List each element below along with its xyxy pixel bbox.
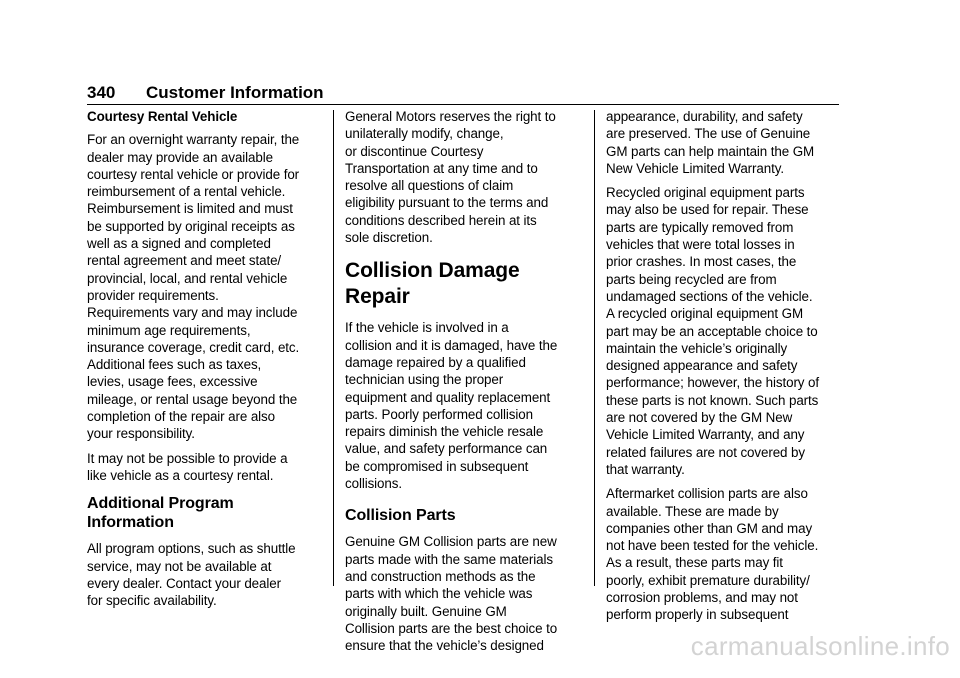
heading-collision-parts: Collision Parts bbox=[345, 507, 456, 525]
paragraph: appearance, durability, and safety are preserved. The use of Genuine GM parts can help maintain the GM New Vehicle Limited Warranty. bbox=[606, 109, 815, 176]
page-header bbox=[87, 82, 839, 104]
paragraph: If the vehicle is involved in a collision and it is damaged, have the damage repaired by a qualified technician using the proper equipment and quality replacement parts. Poorly performed collision repairs diminish the vehicle resale value, and safety performance can be compromised in subsequent collisions. bbox=[345, 320, 558, 492]
column-3 bbox=[606, 108, 842, 631]
heading-courtesy-rental-vehicle: Courtesy Rental Vehicle bbox=[87, 109, 238, 124]
paragraph: Genuine GM Collision parts are new parts made with the same materials and construction methods as the parts with which the vehicle was originally built. Genuine GM Collision parts are the best choice to ensure that the vehicle’s designed bbox=[345, 534, 558, 654]
paragraph: Recycled original equipment parts may also be used for repair. These parts are typically removed from vehicles that were total losses in prior crashes. In most cases, the parts being recycled are from undamaged sections of the vehicle. A recycled original equipment GM part may be an acceptable choice to maintain the vehicle’s originally designed appearance and safety performance; however, the history of these parts is not known. Such parts are not covered by the GM New Vehicle Limited Warranty, and any related failures are not covered by that warranty. bbox=[606, 185, 819, 477]
paragraph: For an overnight warranty repair, the dealer may provide an available courtesy rental vehicle or provide for reimbursement of a rental vehicle. Reimbursement is limited and must be supported by original receipts as well as a signed and completed rental agreement and meet state/ provincial, local, and rental vehicle provider requirements. Requirements vary and may include minimum age requirements, insurance coverage, credit card, etc. Additional fees such as taxes, levies, usage fees, excessive mileage, or rental usage beyond the completion of the repair are also your responsibility. bbox=[87, 132, 300, 442]
page-number: 340 bbox=[87, 83, 116, 102]
column-2 bbox=[345, 108, 581, 661]
header-rule bbox=[87, 104, 839, 105]
watermark: carmanualsonline.info bbox=[690, 631, 950, 661]
column-1 bbox=[87, 108, 323, 616]
paragraph: Aftermarket collision parts are also available. These are made by companies other than GM and may not have been tested for the vehicle. As a result, these parts may fit poorly, exhibit premature durability/ corrosion problems, and may not perform properly in subsequent bbox=[606, 486, 819, 623]
paragraph: General Motors reserves the right to unilaterally modify, change, or discontinue Courtesy Transportation at any time and to resolve all questions of claim eligibility pursuant to the terms and conditions described herein at its sole discretion. bbox=[345, 109, 556, 246]
paragraph: All program options, such as shuttle service, may not be available at every dealer. Contact your dealer for specific availability. bbox=[87, 541, 296, 609]
column-divider bbox=[333, 110, 334, 586]
section-title: Customer Information bbox=[146, 83, 324, 102]
paragraph: It may not be possible to provide a like vehicle as a courtesy rental. bbox=[87, 450, 288, 483]
column-divider bbox=[594, 110, 595, 586]
heading-collision-damage-repair: Collision Damage Repair bbox=[345, 259, 520, 309]
heading-additional-program-information: Additional Program Information bbox=[87, 495, 234, 532]
